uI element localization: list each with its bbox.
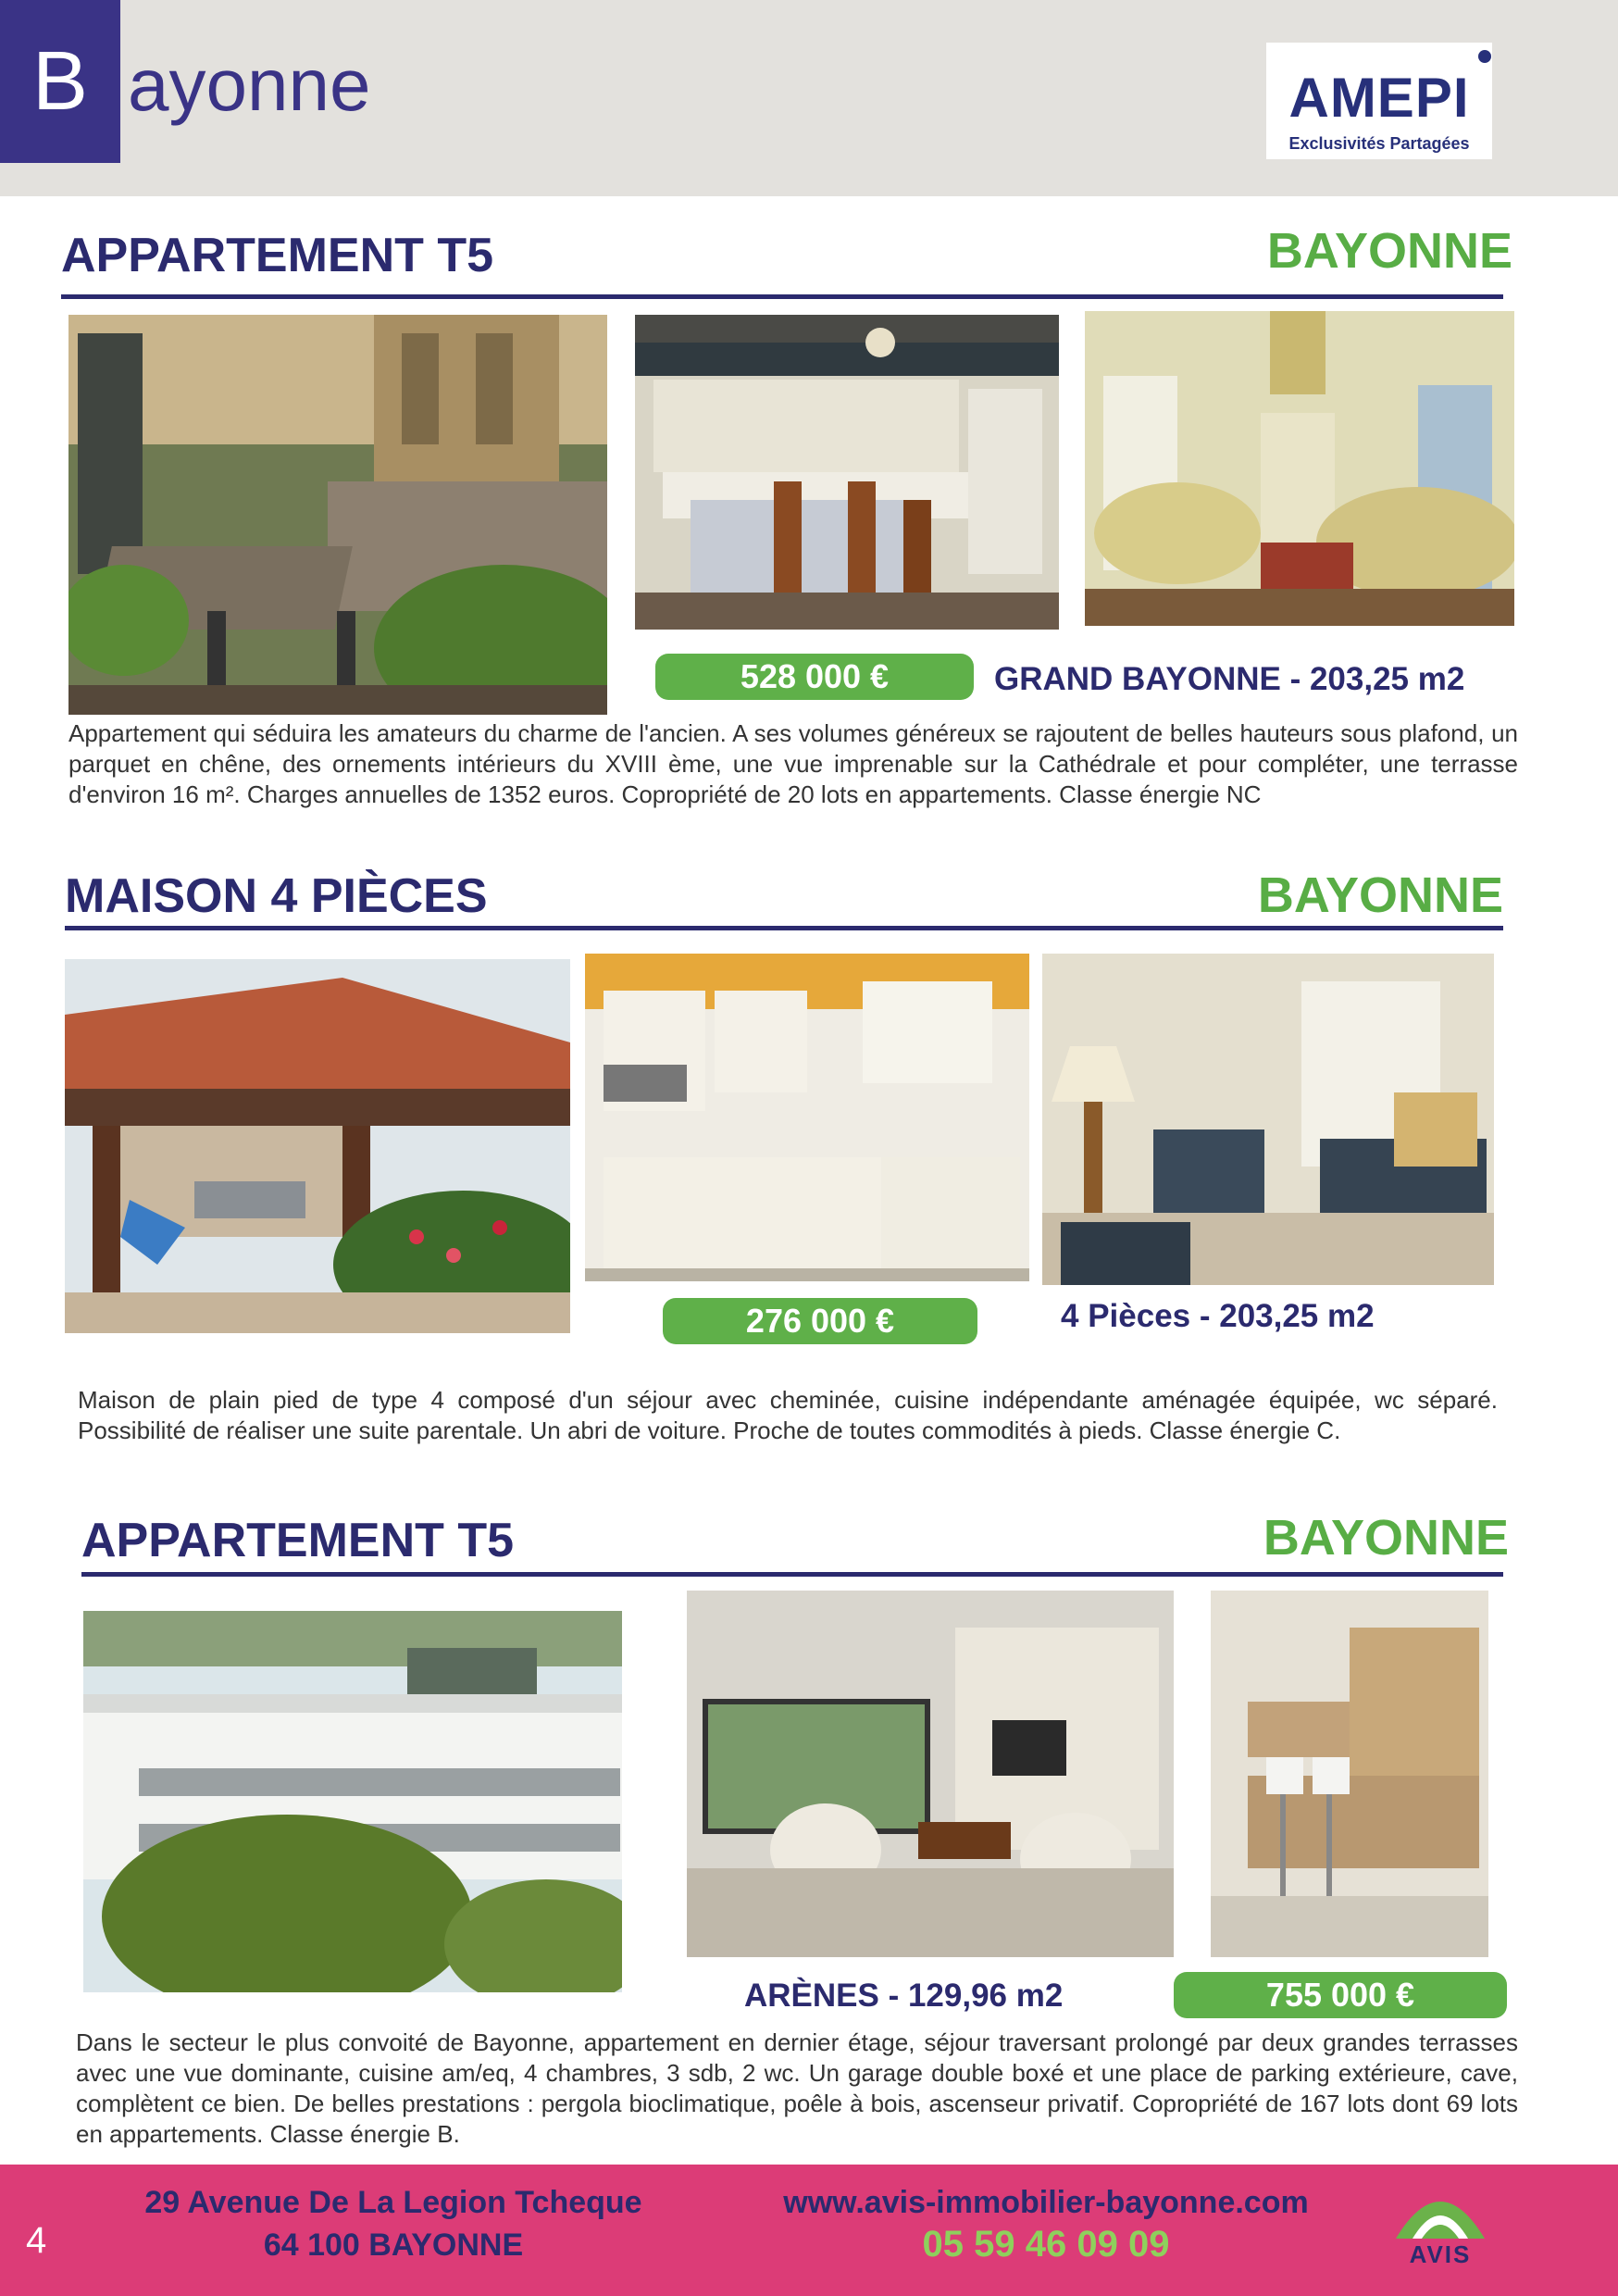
listing-2-city: BAYONNE: [1257, 867, 1503, 923]
avis-logo-text: AVIS: [1409, 2240, 1472, 2268]
page-title: ayonne: [128, 44, 371, 126]
listing-3-details: ARÈNES - 129,96 m2: [744, 1978, 1064, 2014]
amepi-logo-name: AMEPI: [1288, 67, 1470, 129]
listing-1-rule: [61, 294, 1503, 299]
listing-3-rule: [81, 1572, 1503, 1577]
listing-2-photo-kitchen: [585, 954, 1029, 1281]
listing-1-type: APPARTEMENT T5: [61, 229, 494, 282]
listing-1-price: 528 000 €: [655, 654, 974, 700]
amepi-logo-dot: [1478, 50, 1491, 63]
listing-1-details: GRAND BAYONNE - 203,25 m2: [994, 661, 1465, 697]
listing-1-city: BAYONNE: [1266, 223, 1512, 279]
listing-2-price: 276 000 €: [663, 1298, 977, 1344]
listing-2-rule: [65, 926, 1503, 930]
amepi-logo-tagline: Exclusivités Partagées: [1288, 134, 1470, 153]
listing-3-photo-kitchen: [1211, 1591, 1488, 1957]
listing-2-description: Maison de plain pied de type 4 composé d'un séjour avec cheminée, cuisine indépendante aménagée équipée, wc séparé. Possibilité de réaliser une suite parentale. Un abri de voiture. Proche de toutes commodités à pieds. Classe énergie C.: [78, 1386, 1498, 1444]
listing-2-details: 4 Pièces - 203,25 m2: [1061, 1298, 1375, 1334]
listing-1-photo-kitchen: [635, 315, 1059, 630]
listing-2-photo-living: [1042, 954, 1494, 1285]
listing-3-price: 755 000 €: [1174, 1972, 1507, 2018]
amepi-logo: [1266, 43, 1492, 159]
listing-1-description: Appartement qui séduira les amateurs du charme de l'ancien. A ses volumes généreux se rajoutent de belles hauteurs sous plafond, un parquet en chêne, des ornements intérieurs du XVIII ème, une vue imprenable sur la Cathédrale et pour compléter, une terrasse d'environ 16 m². Charges annuelles de 1352 euros. Copropriété de 20 lots en appartements. Classe énergie NC: [68, 719, 1518, 808]
listing-3-photo-living: [687, 1591, 1174, 1957]
listing-2-photo-patio: [65, 959, 570, 1333]
avis-logo: [1385, 2174, 1496, 2277]
listing-2-type: MAISON 4 PIÈCES: [65, 869, 488, 923]
listing-1-photo-living: [1085, 311, 1514, 626]
title-initial-box: B: [0, 0, 120, 163]
agency-address-line1: 29 Avenue De La Legion Tcheque: [144, 2185, 642, 2220]
listing-1-photo-terrace: [68, 315, 607, 715]
listing-3-type: APPARTEMENT T5: [81, 1514, 515, 1567]
listing-3-photo-building: [83, 1611, 622, 1992]
agency-address-line2: 64 100 BAYONNE: [263, 2227, 524, 2263]
agency-website-link[interactable]: www.avis-immobilier-bayonne.com: [783, 2185, 1309, 2220]
agency-phone[interactable]: 05 59 46 09 09: [922, 2224, 1170, 2265]
listing-3-description: Dans le secteur le plus convoité de Bayonne, appartement en dernier étage, séjour traversant prolongé par deux grandes terrasses avec une vue dominante, cuisine am/eq, 4 chambres, 3 sdb, 2 wc. Un garage double boxé et une place de parking extérieure, cave, complètent ce bien. De belles prestations : pergola bioclimatique, poêle à bois, ascenseur privatif. Copropriété de 167 lots dont 69 lots en appartements. Classe énergie B.: [76, 2028, 1518, 2148]
page-number: 4: [26, 2220, 47, 2261]
listing-3-city: BAYONNE: [1263, 1510, 1509, 1566]
